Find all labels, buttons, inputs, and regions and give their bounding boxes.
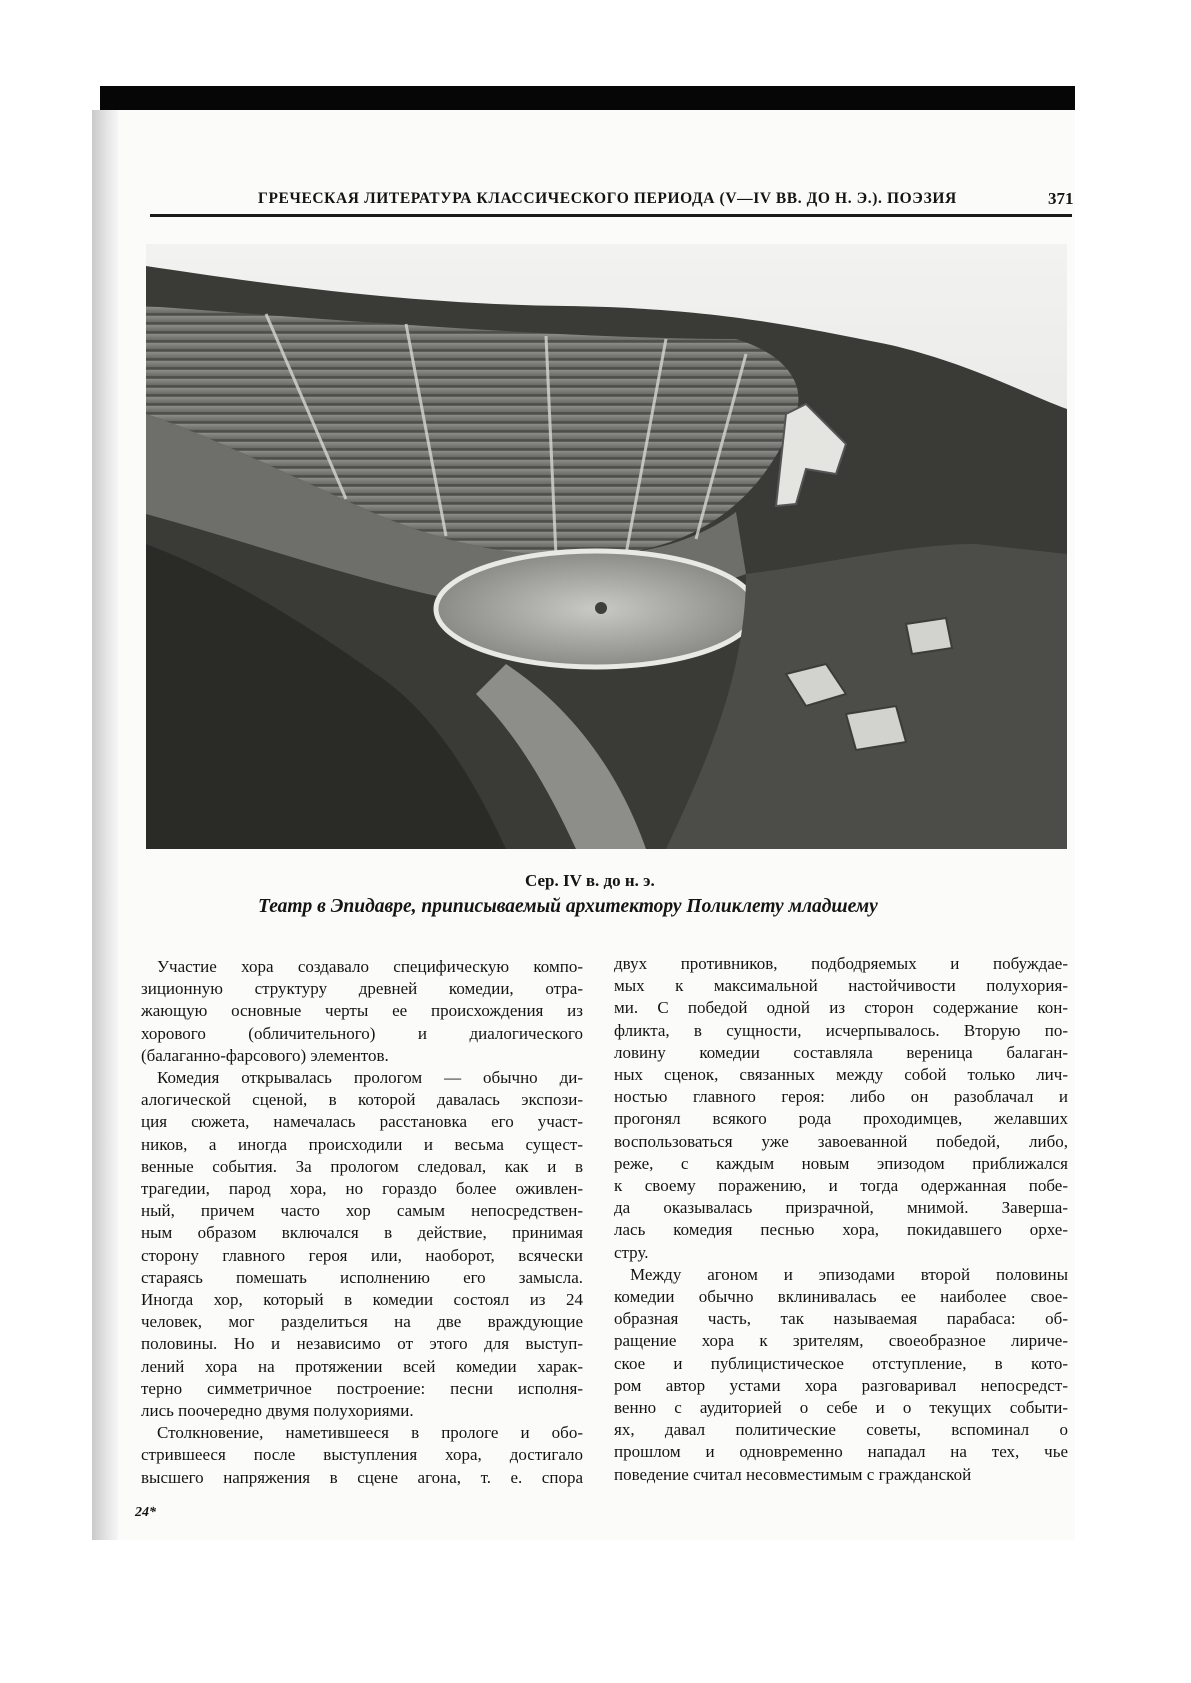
text-line: хорового (обличительного) и диалогического xyxy=(141,1023,583,1043)
text-line: комедии обычно вклинивалась ее наиболее свое- xyxy=(614,1287,1068,1307)
text-line: ностью главного героя: либо он разоблачал и xyxy=(614,1087,1068,1107)
text-line: жающую основные черты ее происхождения из xyxy=(141,1001,583,1021)
text-line: ях, давал политические советы, вспоминал о xyxy=(614,1420,1068,1440)
text-line: реже, с каждым новым эпизодом приближался xyxy=(614,1153,1068,1173)
text-line: трагедии, парод хора, но гораздо более оживлен- xyxy=(141,1179,583,1199)
text-line: лений хора на протяжении всей комедии харак- xyxy=(141,1356,583,1376)
text-line: сторону главного героя или, наоборот, всячески xyxy=(141,1245,583,1265)
text-line: мых к максимальной настойчивости полухория- xyxy=(614,976,1068,996)
header-rule xyxy=(150,214,1072,217)
text-line: прошлом и одновременно нападал на тех, чье xyxy=(614,1442,1068,1462)
text-line: ми. С победой одной из сторон содержание кон- xyxy=(614,998,1068,1018)
text-line: венно с аудиторией о себе и о текущих событи- xyxy=(614,1398,1068,1418)
text-line: стрившееся после выступления хора, достигало xyxy=(141,1445,583,1465)
text-line: венные события. За прологом следовал, как и в xyxy=(141,1156,583,1176)
text-line: прогонял всякого рода проходимцев, желавших xyxy=(614,1109,1068,1129)
text-line: алогической сценой, в которой давалась экспози- xyxy=(141,1090,583,1110)
text-line: высшего напряжения в сцене агона, т. е. спора xyxy=(141,1467,583,1487)
text-line: ным образом включался в действие, принимая xyxy=(141,1223,583,1243)
text-line: ловину комедии составляла вереница балаган- xyxy=(614,1042,1068,1062)
text-line: двух противников, подбодряемых и побуждае- xyxy=(614,954,1068,973)
text-line: фликта, в сущности, исчерпывалось. Вторую по- xyxy=(614,1020,1068,1040)
text-line: ское и публицистическое отступление, в кото- xyxy=(614,1353,1068,1373)
theatre-photograph xyxy=(146,244,1067,849)
text-line: ром автор устами хора разговаривал непосредст- xyxy=(614,1375,1068,1395)
text-line: да оказывалась призрачной, мнимой. Заверша- xyxy=(614,1198,1068,1218)
text-line: Комедия открывалась прологом — обычно ди- xyxy=(157,1068,583,1088)
text-line: стараясь помешать исполнению его замысла. xyxy=(141,1267,583,1287)
text-line: человек, мог разделиться на две враждующие xyxy=(141,1312,583,1332)
text-line: поведение считал несовместимым с гражданской xyxy=(614,1464,972,1484)
text-line: ный, причем часто хор самым непосредствен- xyxy=(141,1201,583,1221)
text-line: лись поочередно двумя полухориями. xyxy=(141,1401,414,1421)
text-column-left xyxy=(141,956,583,1489)
page-number: 371 xyxy=(1048,189,1074,208)
text-line: Иногда хор, который в комедии состоял из 24 xyxy=(141,1290,583,1310)
text-line: терно симметричное построение: песни исполня- xyxy=(141,1378,583,1398)
text-line: ция сюжета, намечалась расстановка его участ- xyxy=(141,1112,583,1132)
figure-date-caption: Сер. IV в. до н. э. xyxy=(525,871,655,890)
signature-mark: 24* xyxy=(135,1505,156,1520)
text-line: к своему поражению, и тогда одержанная побе- xyxy=(614,1176,1068,1196)
text-line: лась комедия песнью хора, покидавшего орхе- xyxy=(614,1220,1068,1240)
text-line: половины. Но и независимо от этого для выступ- xyxy=(141,1334,583,1354)
text-line: Столкновение, наметившееся в прологе и обо- xyxy=(157,1423,583,1443)
altar-stone xyxy=(595,602,607,614)
text-line: образная часть, так называемая парабаса: об- xyxy=(614,1309,1068,1329)
text-line: Участие хора создавало специфическую компо- xyxy=(157,957,583,976)
text-line: ных сценок, связанных между собой только лич- xyxy=(614,1065,1068,1085)
text-line: зиционную структуру древней комедии, отра- xyxy=(141,979,583,999)
text-line: стру. xyxy=(614,1242,649,1262)
text-line: Между агоном и эпизодами второй половины xyxy=(630,1264,1068,1284)
text-line: воспользоваться уже завоеванной победой, либо, xyxy=(614,1131,1068,1151)
text-line: (балаганно-фарсового) элементов. xyxy=(141,1045,389,1065)
text-column-right xyxy=(614,953,1068,1486)
figure-title-caption: Театр в Эпидавре, приписываемый архитектору Поликлету младшему xyxy=(258,896,878,917)
text-line: ников, а иногда происходили и весьма сущест- xyxy=(141,1134,583,1154)
running-header: ГРЕЧЕСКАЯ ЛИТЕРАТУРА КЛАССИЧЕСКОГО ПЕРИОДА (V—IV ВВ. ДО Н. Э.). ПОЭЗИЯ xyxy=(258,190,957,207)
text-line: ращение хора к зрителям, своеобразное лириче- xyxy=(614,1331,1068,1351)
